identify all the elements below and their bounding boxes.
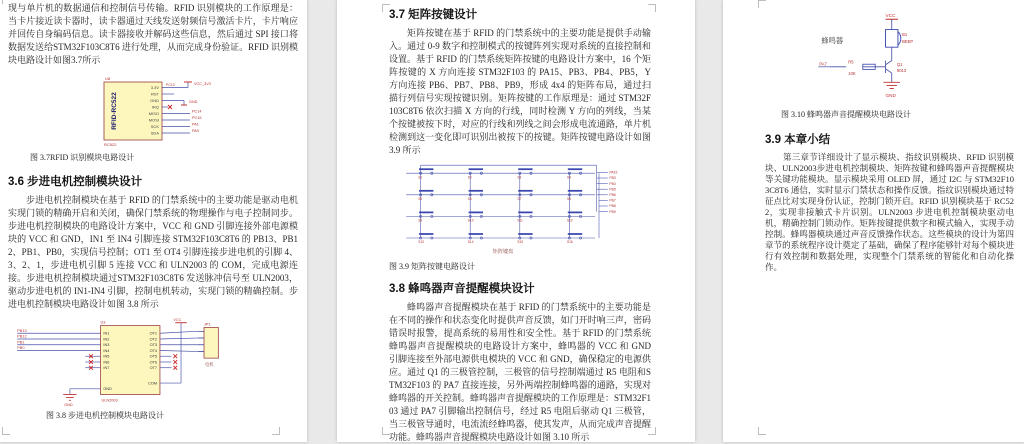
- svg-text:S12: S12: [567, 218, 573, 223]
- chip-designator: U3: [100, 320, 106, 325]
- net-label: PC13: [166, 83, 175, 87]
- figure-3-9-caption[interactable]: 图 3.9 矩阵按键电路设计: [389, 262, 475, 271]
- net-label: VCC_3V3: [194, 82, 211, 86]
- figure-buzzer-circuit[interactable]: [817, 12, 952, 103]
- chip-designator: U8: [105, 76, 111, 81]
- paragraph-3-8[interactable]: 蜂鸣器声音提醒模块在基于 RFID 的门禁系统中的主要功能是在不同的操作和状态变化时提供声音反馈，如门开时响三声，密码错误时报警，提高系统的易用性和安全性。基于 RFID 的门禁系统蜂鸣器声音提醒模块的电路设计方案中，蜂鸣器的 VCC 和 GND 引脚连接至外部电源供电模块的 VCC 和 GND，确保稳定的电源供应。通过 Q1 的三极管控制，三极管的信号控制端通过 R5 电阻和STM32F103 的 PA7 直接连接，另外两端控制蜂鸣器的通路，实现对蜂鸣器的开关控制。蜂鸣器声音提醒模块的工作原理是：STM32F103 通过 PA7 引脚输出控制信号，经过 R5 电阻后驱动 Q1 三极管，当三极管导通时，电流流经蜂鸣器，使其发声，从而完成声音提醒功能。蜂鸣器声音提醒模块电路设计如图 3.10 所示: [389, 302, 652, 442]
- heading-3-8[interactable]: 3.8 蜂鸣器声音提醒模块设计: [389, 283, 535, 295]
- svg-text:PB8: PB8: [609, 204, 616, 209]
- svg-text:OT7: OT7: [149, 366, 158, 371]
- svg-text:S13: S13: [418, 240, 424, 245]
- connector-pins: [198, 331, 204, 351]
- svg-text:PB13: PB13: [17, 328, 27, 333]
- svg-text:SDA: SDA: [150, 130, 159, 136]
- figure-3-7-caption[interactable]: 图 3.7RFID 识别模块电路设计: [30, 153, 135, 162]
- heading-3-9[interactable]: 3.9 本章小结: [765, 134, 831, 146]
- svg-text:PB4: PB4: [609, 181, 616, 186]
- heading-3-7[interactable]: 3.7 矩阵按键设计: [389, 9, 478, 21]
- svg-text:PB9: PB9: [609, 209, 616, 214]
- heading-3-6[interactable]: 3.6 步进电机控制模块设计: [8, 176, 143, 188]
- svg-text:RST: RST: [151, 91, 159, 97]
- svg-text:GND: GND: [150, 98, 159, 103]
- svg-text:PA1: PA1: [192, 122, 199, 127]
- connector-designator: JP1: [204, 322, 211, 327]
- svg-text:S16: S16: [567, 240, 573, 245]
- pin-names: [149, 85, 160, 136]
- paragraph-3-7[interactable]: 矩阵按键在基于 RFID 的门禁系统中的主要功能是提供手动输入。通过 0-9 数字和控制模式的按键阵列实现对系统的直接控制和设置。基于 RFID 的门禁系统矩阵按键的电路设计方案中，16 个矩阵按键的 X 方向连接 STM32F103 的 PA15、PB3、PB4、PB5，Y 方向连接 PB6、PB7、PB8、PB9，形成 4x4 的矩阵布局，通过扫描行列信号实现按键识别。矩阵按键的工作原理是：通过 STM32F103C8T6 依次扫描 X 方向的行线，同时检测 Y 方向的列线，当某个按键被按下时，对应的行线和列线之间会形成电流通路，单片机检测到这一变化即可识别出被按下的按键。矩阵按键电路设计如图 3.9 所示: [389, 28, 651, 155]
- svg-text:S7: S7: [517, 197, 522, 201]
- buzzer-symbol: [886, 30, 901, 48]
- paragraph-3-6[interactable]: 步进电机控制模块在基于 RFID 的门禁系统中的主要功能是驱动电机实现门锁的精确开启和关闭，确保门禁系统的物理操作与电子控制同步。步进电机控制模块的电路设计方案中，VCC 和 GND 引脚连接外部电源模块的 VCC 和 GND，IN1 至 IN4 引脚连接 STM32F103C8T6 的 PB13、PB12、PB1、PB0，实现信号控制；OT1 至 OT4 引脚连接步进电机的引脚 4、3、2、1，步进电机引脚 5 连接 VCC 和 ULN2003 的 COM，完成电源连接。步进电机控制模块通过STM32F103C8T6 发送脉冲信号至 ULN2003，驱动步进电机的 IN1-IN4 引脚，控制电机转动，实现门锁的精确控制。步进电机控制模块电路设计如图 3.8 所示: [8, 195, 298, 309]
- svg-text:IRQ: IRQ: [151, 104, 159, 110]
- resistor-designator: R5: [848, 59, 854, 65]
- svg-text:COM: COM: [148, 381, 158, 386]
- svg-text:PB7: PB7: [609, 198, 616, 203]
- svg-text:IN5: IN5: [103, 354, 110, 359]
- svg-text:PB1: PB1: [17, 340, 25, 345]
- transistor-value: 9013: [896, 67, 907, 73]
- svg-text:PB3: PB3: [609, 176, 616, 181]
- figure-3-10-caption[interactable]: 图 3.10 蜂鸣器声音提醒模块电路设计: [781, 110, 911, 119]
- svg-text:IN1: IN1: [103, 331, 110, 336]
- wires: [830, 19, 892, 82]
- paragraph-rfid-continuation[interactable]: 现与单片机的数据通信和控制信号传输。RFID 识别模块的工作原理是：当卡片接近读卡器时，读卡器通过天线发送射频信号激活卡片，卡片响应并回传自身编码信息。读卡器接收并解码这些信息，然后通过 SPI 接口将数据发送给STM32F103C8T6 进行处理，从而完成身份验证。RFID 识别模块电路设计如图3.7所示: [8, 3, 298, 65]
- page-3[interactable]: [723, 0, 1024, 442]
- no-connect-x: [168, 105, 172, 109]
- page-2[interactable]: [337, 0, 695, 442]
- keys: [418, 169, 582, 244]
- svg-text:GND: GND: [103, 387, 112, 392]
- chip-part-number: RC522: [104, 142, 117, 147]
- figure-rfid-circuit[interactable]: [100, 74, 265, 148]
- figure-uln2003-circuit[interactable]: [16, 316, 256, 407]
- net-label: PA7: [819, 61, 827, 67]
- margin-mark: [758, 427, 766, 435]
- net-labels-left: [17, 329, 26, 350]
- chip-name: RFID-RC522: [111, 92, 118, 130]
- svg-text:S8: S8: [567, 197, 571, 201]
- svg-text:IN7: IN7: [103, 366, 110, 371]
- margin-mark: [382, 4, 390, 12]
- svg-text:OT6: OT6: [149, 360, 158, 365]
- net-label: GND: [189, 100, 198, 104]
- svg-text:S5: S5: [418, 197, 423, 201]
- gnd-symbol: [63, 395, 76, 401]
- svg-text:IN6: IN6: [103, 360, 110, 365]
- buzzer-part: BEEP: [902, 39, 914, 45]
- gnd-symbol: [883, 82, 900, 88]
- resistor-value: 10K: [848, 71, 856, 77]
- svg-text:IN3: IN3: [103, 343, 110, 348]
- power-label: VCC: [885, 13, 896, 19]
- margin-mark: [382, 427, 390, 435]
- svg-text:S2: S2: [467, 175, 472, 180]
- margin-mark: [2, 0, 10, 4]
- power-label: VCC: [173, 317, 182, 322]
- gnd-label: GND: [64, 403, 73, 407]
- svg-text:S14: S14: [467, 240, 474, 245]
- buzzer-designator: B1: [902, 31, 908, 37]
- svg-text:PA15: PA15: [609, 170, 618, 175]
- svg-text:S15: S15: [517, 240, 524, 245]
- svg-text:3.3V: 3.3V: [150, 85, 159, 90]
- net-labels: [192, 110, 202, 134]
- transistor-designator: Q1: [896, 61, 903, 67]
- svg-text:S11: S11: [517, 218, 523, 223]
- svg-text:S4: S4: [567, 175, 571, 180]
- svg-text:PC14: PC14: [192, 109, 202, 114]
- svg-text:IN2: IN2: [103, 337, 110, 342]
- svg-text:S10: S10: [467, 218, 474, 223]
- paragraph-3-9[interactable]: 第三章节详细设计了显示模块、指纹识别模块、RFID 识别模块、ULN2003步进电机控制模块、矩阵按键和蜂鸣器声音提醒模块等关键功能模块。显示模块采用 OLED 屏，通过 I2C 与 STM32F103C8T6 通信，实时显示门禁状态和操作反馈。指纹识别模块通过特征点比对实现身份认证，控制门锁开启。RFID 识别模块基于 RC522，实现非接触式卡片识别。ULN2003 步进电机控制模块驱动电机，精确控制门锁动作。矩阵按键提供数字和模式输入，实现手动控制。蜂鸣器模块通过声音反馈操作状态。这些模块的设计为第四章节的系统程序设计奠定了基础，确保了程序能够针对每个模块进行有效控制和数据处理，实现整个门禁系统的智能化和自动化操作。: [765, 152, 1014, 272]
- svg-text:OT4: OT4: [149, 348, 158, 353]
- connector-label: 电机: [204, 361, 214, 367]
- chip-part-number: ULN2003: [101, 398, 118, 403]
- connector-body: [204, 327, 218, 358]
- svg-text:PB6: PB6: [609, 193, 616, 197]
- margin-mark: [648, 427, 656, 435]
- svg-text:MISO: MISO: [148, 111, 159, 116]
- buzzer-chinese-label: 蜂鸣器: [821, 36, 844, 46]
- gnd-label: GND: [885, 92, 896, 98]
- svg-text:PB0: PB0: [17, 346, 25, 351]
- svg-text:OT1: OT1: [149, 331, 158, 336]
- svg-text:S1: S1: [418, 175, 423, 180]
- matrix-keypad-label: 矩阵键盘: [492, 249, 514, 256]
- svg-text:PC15: PC15: [192, 116, 202, 120]
- svg-text:PA0: PA0: [192, 129, 199, 133]
- svg-text:PB5: PB5: [609, 187, 616, 192]
- svg-text:IN4: IN4: [103, 348, 110, 353]
- svg-text:OT3: OT3: [149, 343, 158, 348]
- margin-mark: [272, 427, 280, 435]
- svg-text:OT2: OT2: [149, 337, 158, 342]
- svg-text:S3: S3: [517, 175, 522, 180]
- svg-text:S6: S6: [467, 197, 472, 201]
- margin-mark: [758, 0, 766, 8]
- svg-text:MOSI: MOSI: [148, 117, 159, 123]
- figure-3-8-caption[interactable]: 图 3.8 步进电机控制模块电路设计: [46, 411, 164, 420]
- svg-text:S9: S9: [418, 218, 423, 223]
- net-labels: [609, 171, 617, 214]
- margin-mark: [2, 427, 10, 435]
- svg-text:OT5: OT5: [149, 354, 158, 359]
- page-1[interactable]: [0, 0, 307, 442]
- figure-matrix-keypad[interactable]: [403, 162, 635, 258]
- wires: [406, 165, 608, 238]
- svg-text:SCK: SCK: [150, 124, 159, 129]
- svg-text:PB12: PB12: [17, 334, 27, 339]
- wires: [162, 82, 190, 133]
- margin-mark: [648, 4, 656, 12]
